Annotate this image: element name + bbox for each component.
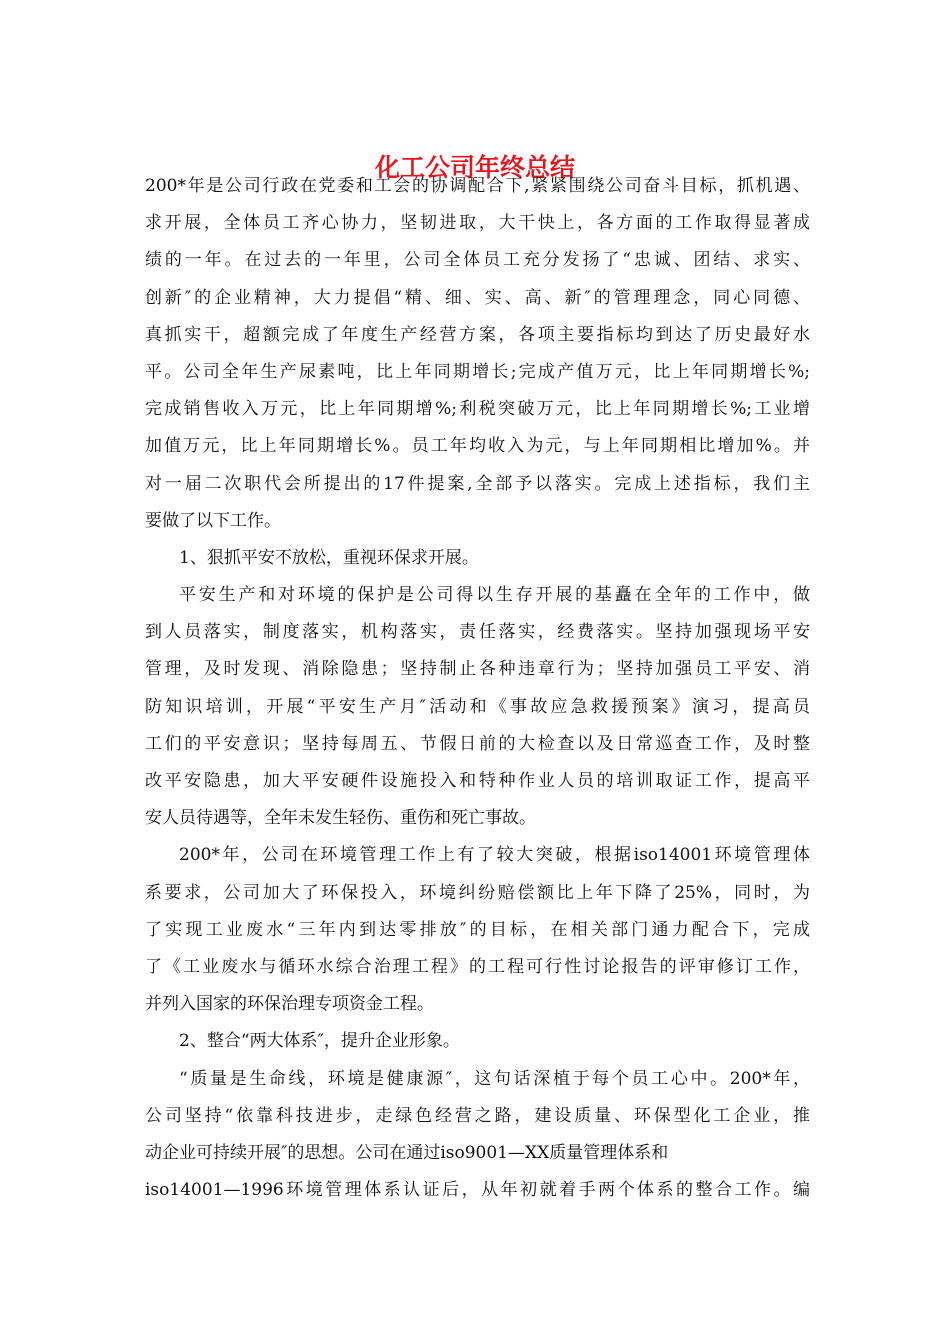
text-line: 平安生产和对环境的保护是公司得以生存开展的基矗在全年的工作中，做 [179, 585, 810, 606]
text-line: 创新″的企业精神，大力提倡“精、细、实、高、新″的管理理念，同心同德、 [145, 287, 810, 308]
text-line: 对一届二次职代会所提出的17件提案,全部予以落实。完成上述指标，我们主 [145, 473, 810, 494]
document-title: 化工公司年终总结 [374, 153, 575, 182]
text-line: 安人员待遇等，全年未发生轻伤、重伤和死亡事故。 [145, 808, 536, 829]
text-line: 工们的平安意识；坚持每周五、节假日前的大检查以及日常巡查工作，及时整 [145, 733, 810, 754]
text-line: iso14001—1996环境管理体系认证后，从年初就着手两个体系的整合工作。编 [145, 1180, 810, 1201]
text-line: 改平安隐患，加大平安硬件设施投入和特种作业人员的培训取证工作，提高平 [145, 771, 810, 791]
text-line: 到人员落实，制度落实，机构落实，责任落实，经费落实。坚持加强现场平安 [145, 622, 810, 643]
text-line: 了《工业废水与循环水综合治理工程》的工程可行性讨论报告的评审修订工作， [145, 956, 810, 977]
text-line: 绩的一年。在过去的一年里，公司全体员工充分发扬了“忠诚、团结、求实、 [145, 250, 810, 271]
text-line: 200*年是公司行政在党委和工会的协调配合下,紧紧围绕公司奋斗目标，抓机遇、 [145, 176, 810, 196]
text-line: 加值万元，比上年同期增长%。员工年均收入为元，与上年同期相比增加%。并 [145, 436, 810, 457]
text-line: 完成销售收入万元，比上年同期增%;利税突破万元，比上年同期增长%;工业增 [145, 399, 810, 420]
text-line: “质量是生命线，环境是健康源″，这句话深植于每个员工心中。200*年， [179, 1068, 810, 1089]
section-heading: 1、狠抓平安不放松，重视环保求开展。 [179, 547, 479, 568]
text-line: 系要求，公司加大了环保投入，环境纠纷赔偿额比上年下降了25%，同时，为 [145, 882, 810, 903]
section-heading: 2、整合“两大体系″，提升企业形象。 [179, 1031, 460, 1052]
text-line: 了实现工业废水“三年内到达零排放″的目标，在相关部门通力配合下，完成 [145, 919, 810, 940]
text-line: 公司坚持“依靠科技进步，走绿色经营之路，建设质量、环保型化工企业，推 [145, 1105, 810, 1126]
text-line: 管理，及时发现、消除隐患；坚持制止各种违章行为；坚持加强员工平安、消 [145, 659, 810, 680]
text-line: 真抓实干，超额完成了年度生产经营方案，各项主要指标均到达了历史最好水 [145, 324, 810, 345]
text-line: 动企业可持续开展″的思想。公司在通过iso9001—XX质量管理体系和 [145, 1142, 669, 1163]
document-body [145, 168, 810, 1209]
text-line: 求开展，全体员工齐心协力，坚韧进取，大干快上，各方面的工作取得显著成 [145, 213, 810, 234]
text-line: 要做了以下工作。 [145, 510, 281, 531]
text-line: 并列入国家的环保治理专项资金工程。 [145, 994, 434, 1015]
text-line: 防知识培训，开展“平安生产月″活动和《事故应急救援预案》演习，提高员 [145, 696, 810, 717]
text-line: 平。公司全年生产尿素吨，比上年同期增长;完成产值万元，比上年同期增长%; [145, 361, 810, 382]
text-line: 200*年，公司在环境管理工作上有了较大突破，根据iso14001环境管理体 [179, 845, 810, 866]
